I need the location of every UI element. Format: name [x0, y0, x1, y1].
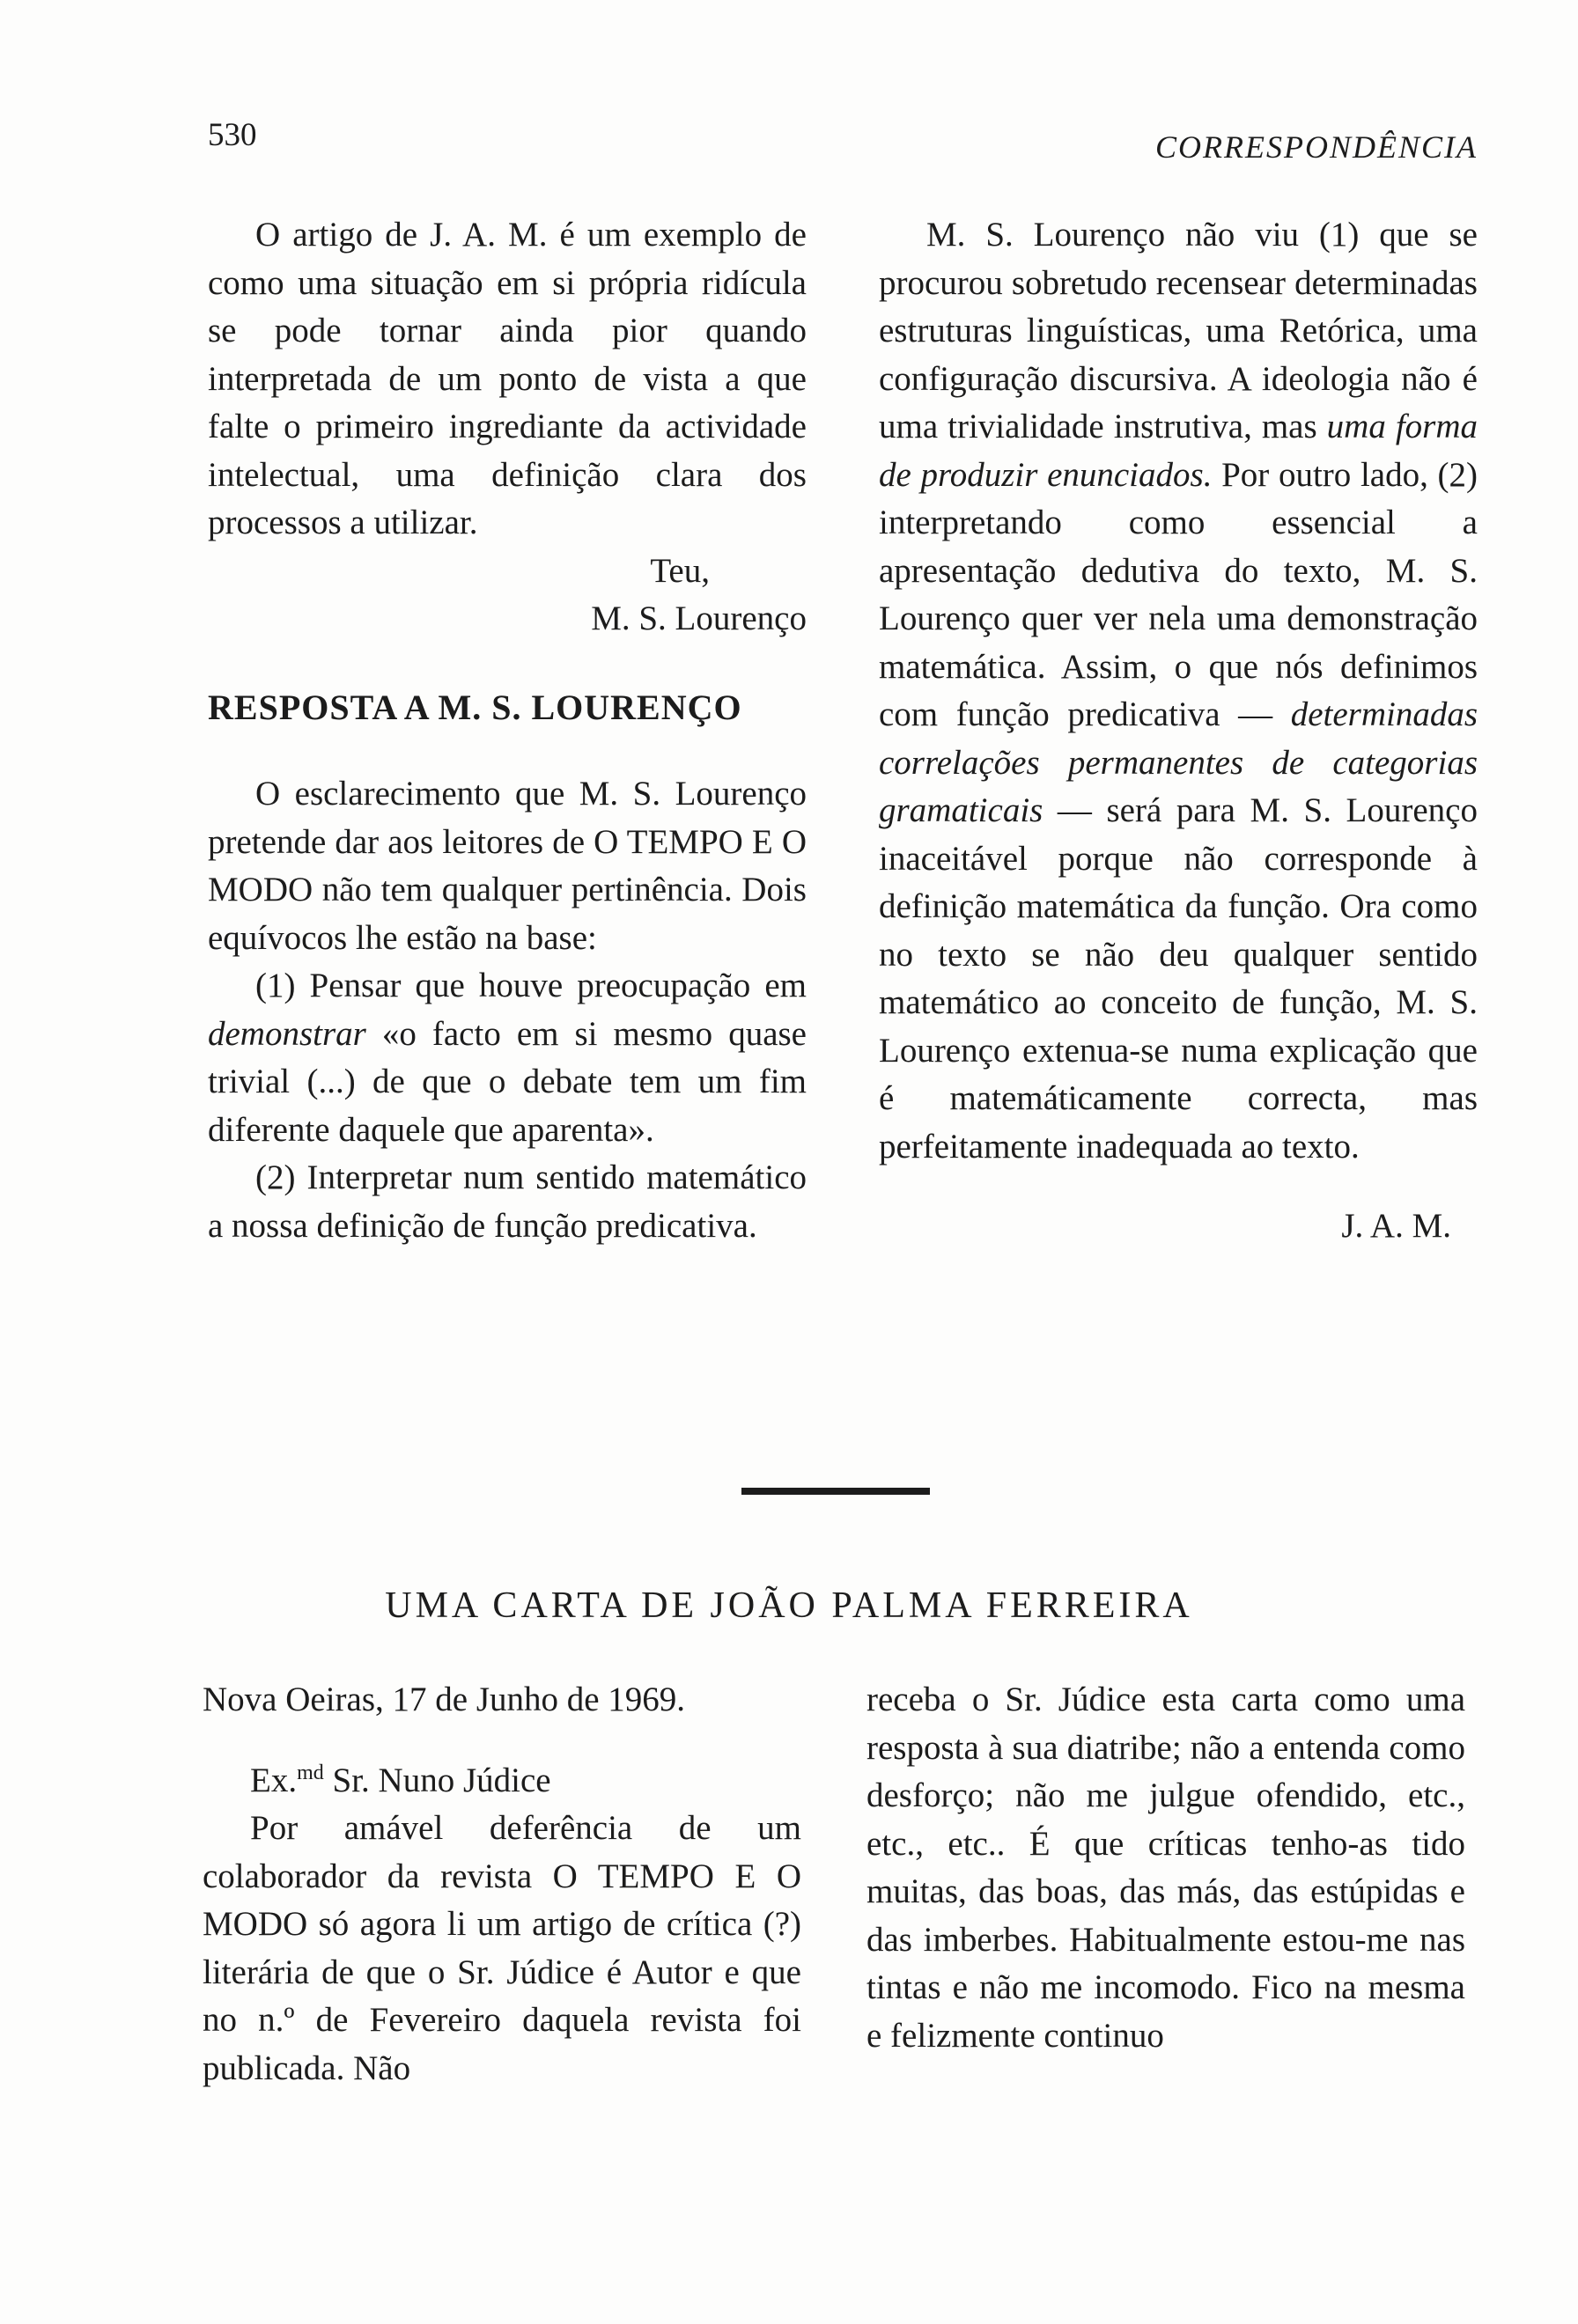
response-point-1 [208, 962, 807, 1154]
response-body [879, 211, 1478, 1171]
response-point-2: (2) Interpretar num sentido matemático a nossa definição de função predicativa. [208, 1158, 807, 1245]
page-number: 530 [208, 117, 257, 153]
salutation-superscript: md [297, 1761, 324, 1784]
section-divider [741, 1488, 930, 1495]
salutation-a: Ex. [250, 1761, 298, 1799]
left-column-top [208, 211, 807, 1250]
response-body-b: Por outro lado, (2) interpretando como essencial a apresentação dedutiva do texto, M. S. Lourenço quer ver nela uma demonstração matemática. Assim, o que nós definimos com função predicativa — [879, 455, 1478, 733]
response-emphasis-1: uma forma de produzir enunciados. [879, 408, 1478, 494]
point1-emphasis: demonstrar [208, 1014, 366, 1053]
right-column-bottom [866, 1676, 1465, 2060]
response-signature: J. A. M. [1341, 1207, 1451, 1245]
response-body-a: M. S. Lourenço não viu (1) que se procurou sobretudo recensear determinadas estruturas linguísticas, uma Retórica, uma configuração discursiva. A ideologia não é uma trivialidade instrutiva, mas [879, 216, 1478, 445]
response-heading: RESPOSTA A M. S. LOURENÇO [208, 687, 742, 727]
ms-signoff: Teu, [650, 551, 710, 590]
letter-paragraph-1: Por amável deferência de um colaborador da revista O TEMPO E O MODO só agora li um artigo de crítica (?) literária de que o Sr. Júdice é Autor e que no n.º de Fevereiro daquela revista foi publicada. Não [203, 1809, 801, 2087]
response-body-c: — será para M. S. Lourenço inaceitável porque não corresponde à definição matemática da função. Ora como no texto se não deu qualquer sentido matemático ao conceito de função, M. S. Lourenço extenua-se numa explicação que é matemáticamente correcta, mas perfeitamente inadequada ao texto. [879, 791, 1478, 1166]
point1-suffix: «o facto em si mesmo quase trivial (...) de que o debate tem um fim diferente daquele que aparenta». [208, 1014, 807, 1149]
salutation-b: Sr. Nuno Júdice [323, 1761, 551, 1799]
salutation [203, 1749, 801, 1806]
left-column-bottom [203, 1676, 801, 2092]
point1-prefix: (1) Pensar que houve preocupação em [255, 967, 807, 1004]
response-emphasis-2: determinadas correlações permanentes de categorias gramaticais [879, 695, 1478, 829]
right-column-top [879, 211, 1478, 1251]
letter-paragraph-continued: receba o Sr. Júdice esta carta como uma resposta à sua diatribe; não a entenda como desforço; não me julgue ofendido, etc., etc., etc.. É que críticas tenho-as tido muitas, das boas, das más, das estúpidas e das imberbes. Habitualmente estou-me nas tintas e não me incomodo. Fico na mesma e felizmente continuo [866, 1680, 1465, 2055]
ms-closing-paragraph: O artigo de J. A. M. é um exemplo de como uma situação em si própria ridícula se pode tornar ainda pior quando interpretada de um ponto de vista a que falte o primeiro ingrediante da actividade intelectual, uma definição clara dos processos a utilizar. [208, 216, 807, 541]
ms-signature: M. S. Lourenço [591, 599, 807, 637]
running-head: CORRESPONDÊNCIA [1155, 129, 1478, 165]
dateline: Nova Oeiras, 17 de Junho de 1969. [203, 1680, 686, 1718]
response-intro: O esclarecimento que M. S. Lourenço pretende dar aos leitores de O TEMPO E O MODO não tem qualquer pertinência. Dois equívocos lhe estão na base: [208, 775, 807, 957]
letter-title: UMA CARTA DE JOÃO PALMA FERREIRA [385, 1585, 1193, 1626]
